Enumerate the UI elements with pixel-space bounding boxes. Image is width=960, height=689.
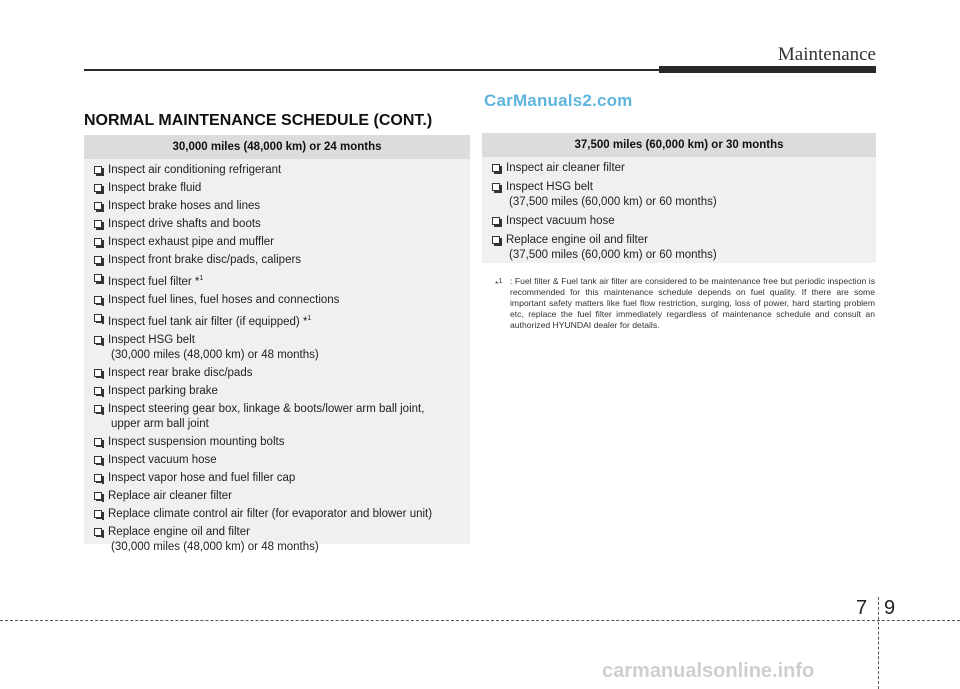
checkbox-icon [94, 274, 102, 282]
checklist-item-text: Inspect HSG belt [506, 181, 593, 193]
checkbox-icon [94, 492, 102, 500]
checkbox-icon [94, 314, 102, 322]
checklist-item-text: Inspect fuel lines, fuel hoses and connections [108, 293, 340, 306]
footnote [495, 276, 875, 331]
header-rule [84, 69, 659, 71]
checklist-item-text: Inspect brake hoses and lines [108, 200, 261, 212]
checklist-item-text: Inspect brake fluid [108, 182, 202, 194]
checklist-item [84, 384, 470, 399]
checklist-item [84, 471, 470, 486]
checklist-item-text: Replace engine oil and filter [108, 525, 250, 538]
checkbox-icon [94, 336, 102, 344]
checklist-item [84, 402, 470, 432]
checklist-item-text: Inspect vacuum hose [108, 453, 217, 466]
checkbox-icon [492, 164, 500, 172]
schedule-heading: 30,000 miles (48,000 km) or 24 months [84, 135, 470, 159]
chapter-number: 7 [856, 597, 868, 619]
footer-watermark: carmanualsonline.info [602, 660, 815, 682]
checkbox-icon [94, 528, 102, 536]
running-header-title: Maintenance [777, 44, 876, 65]
checkbox-icon [94, 166, 102, 174]
checklist-item [84, 435, 470, 450]
checklist-item-text: Inspect rear brake disc/pads [108, 366, 253, 379]
checklist-item-text: Replace engine oil and filter [506, 234, 648, 246]
checkbox-icon [94, 474, 102, 482]
checklist-item [482, 233, 876, 263]
checklist-item-detail: (30,000 miles (48,000 km) or 48 months) [111, 348, 319, 361]
checklist-item [84, 271, 470, 290]
schedule-box-30000 [84, 135, 470, 553]
checkbox-icon [94, 438, 102, 446]
checklist-item [84, 507, 470, 522]
checkbox-icon [492, 217, 500, 225]
schedule-heading: 37,500 miles (60,000 km) or 30 months [482, 133, 876, 157]
footer-divider [878, 597, 879, 689]
checklist-item [84, 333, 470, 363]
checklist-item [482, 161, 876, 176]
checkbox-icon [94, 369, 102, 377]
checkbox-icon [492, 183, 500, 191]
checkbox-icon [94, 510, 102, 518]
checklist [84, 159, 470, 555]
section-title: NORMAL MAINTENANCE SCHEDULE (CONT.) [84, 112, 433, 129]
checklist-item-text: Inspect vapor hose and fuel filler cap [108, 471, 296, 484]
checkbox-icon [94, 202, 102, 210]
schedule-box-37500 [482, 133, 876, 263]
checklist [482, 157, 876, 263]
footnote-ref: 1 [199, 275, 204, 282]
page-number: 9 [884, 597, 896, 619]
checklist-item-text: Inspect steering gear box, linkage & boots/lower arm ball joint, [108, 402, 425, 415]
checklist-item [84, 311, 470, 330]
checkbox-icon [94, 456, 102, 464]
checklist-item-text: Inspect fuel filter * [108, 275, 200, 288]
checklist-item-text: Inspect front brake disc/pads, calipers [108, 254, 302, 266]
checklist-item [84, 293, 470, 308]
checklist-item [482, 214, 876, 229]
footer-rule [0, 620, 960, 621]
checklist-item [84, 163, 470, 178]
checklist-item-detail: (37,500 miles (60,000 km) or 60 months) [509, 196, 717, 208]
checklist-item-text: Inspect fuel tank air filter (if equipped) * [108, 315, 308, 328]
footnote-marker: *$^1$ [495, 278, 503, 289]
checklist-item-detail: (30,000 miles (48,000 km) or 48 months) [111, 540, 319, 553]
checkbox-icon [94, 296, 102, 304]
checklist-item [84, 453, 470, 468]
checklist-item-text: Inspect HSG belt [108, 333, 195, 346]
checkbox-icon [94, 220, 102, 228]
checkbox-icon [94, 256, 102, 264]
checklist-item [84, 489, 470, 504]
checkbox-icon [94, 405, 102, 413]
checklist-item-detail: (37,500 miles (60,000 km) or 60 months) [509, 249, 717, 261]
checklist-item [84, 181, 470, 196]
watermark-link[interactable]: CarManuals2.com [484, 91, 633, 110]
checklist-item-text: Inspect vacuum hose [506, 215, 615, 227]
checklist-item-text: Replace air cleaner filter [108, 489, 233, 502]
checklist-item-text: Inspect air conditioning refrigerant [108, 164, 282, 176]
checklist-item-text: Inspect air cleaner filter [506, 162, 625, 174]
checkbox-icon [94, 238, 102, 246]
checklist-item [84, 366, 470, 381]
checklist-item-text: Inspect exhaust pipe and muffler [108, 236, 275, 248]
checklist-item [84, 235, 470, 250]
checklist-item [482, 180, 876, 210]
checkbox-icon [492, 236, 500, 244]
checkbox-icon [94, 184, 102, 192]
checklist-item-text: Inspect parking brake [108, 384, 218, 397]
checklist-item-text: Inspect suspension mounting bolts [108, 435, 285, 448]
footnote-ref: 1 [307, 314, 312, 322]
header-bar [659, 66, 876, 73]
checklist-item [84, 217, 470, 232]
checklist-item-text: Replace climate control air filter (for evaporator and blower unit) [108, 507, 433, 520]
checklist-item [84, 199, 470, 214]
checklist-item [84, 525, 470, 555]
checklist-item [84, 253, 470, 268]
footnote-text: : Fuel filter & Fuel tank air filter are considered to be maintenance free but periodic inspection is recommended for this maintenance schedule depends on fuel quality. If there are some important safety matters like fuel flow restriction, surging, loss of power, hard starting problem etc, replace the fuel filter immediately regardless of maintenance schedule and consult an authorized HYUNDAI dealer for details. [510, 276, 875, 330]
checklist-item-text: Inspect drive shafts and boots [108, 218, 261, 230]
checklist-item-detail: upper arm ball joint [111, 417, 209, 430]
checkbox-icon [94, 387, 102, 395]
